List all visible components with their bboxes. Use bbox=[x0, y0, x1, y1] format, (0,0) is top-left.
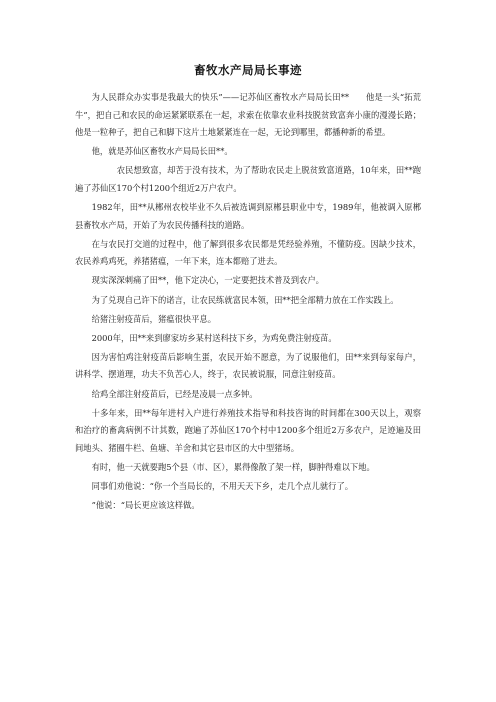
paragraph-15: ”他说：“局长更应该这样做。 bbox=[91, 500, 200, 511]
paragraph-6: 现实深深刺痛了田**，他下定决心，一定要把技术普及到农户。 bbox=[91, 275, 324, 286]
paragraph-10: 因为害怕鸡注射疫苗后影响生蛋，农民开始不愿意，为了说服他们，田**来到每家每户，讲科学、摆道理，功夫不负苦心人，终于，农民被说服，同意注射疫苗。 bbox=[75, 351, 421, 380]
document-title: 畜牧水产局局长事迹 bbox=[194, 63, 302, 77]
paragraph-12: 十多年来，田**每年进村入户进行养殖技术指导和科技咨询的时间都在300天以上，观察和治疗的畜禽病例不计其数，跑遍了苏仙区170个村中1200多个组近2万多农户，足迹遍及田间地头、猪圈牛栏、鱼塘、羊舍和其它县市区的大中型猪场。 bbox=[75, 407, 421, 453]
paragraph-13: 有时，他一天就要跑5个县（市、区），累得像散了架一样，脚肿得难以下地。 bbox=[91, 461, 375, 472]
paragraph-11: 给鸡全部注射疫苗后，已经是凌晨一点多钟。 bbox=[91, 388, 258, 399]
document-page bbox=[75, 62, 421, 516]
paragraph-1: 为人民群众办实事是我最大的快乐”——记苏仙区畜牧水产局局长田** 他是一头“拓荒牛”，把自己和农民的命运紧紧联系在一起，求索在依靠农业科技脱贫致富奔小康的漫漫长路；他是一粒种子，把自己和脚下这片土地紧紧连在一起，无论到哪里，都播种新的希望。 bbox=[75, 92, 421, 138]
paragraph-2: 他，就是苏仙区畜牧水产局局长田**。 bbox=[91, 146, 233, 157]
paragraph-7: 为了兑现自己许下的诺言，让农民练就富民本领，田**把全部精力放在工作实践上。 bbox=[91, 294, 399, 305]
paragraph-4: 1982年，田**从郴州农校毕业不久后被选调到原郴县职业中专，1989年，他被调入原郴县畜牧水产局，开始了为农民传播科技的道路。 bbox=[75, 202, 421, 230]
paragraph-14: 同事们劝他说：“你一个当局长的，不用天天下乡，走几个点儿就行了。 bbox=[91, 480, 354, 491]
paragraph-8: 给猪注射疫苗后，猪瘟很快平息。 bbox=[91, 313, 217, 324]
paragraph-3: 农民想致富，却苦于没有技术，为了帮助农民走上脱贫致富道路，10年来，田**跑遍了苏仙区170个村1200个组近2万户农户。 bbox=[75, 165, 421, 193]
paragraph-9: 2000年，田**来到廖家坊乡某村送科技下乡，为鸡免费注射疫苗。 bbox=[91, 332, 337, 343]
paragraph-5: 在与农民打交道的过程中，他了解到很多农民都是凭经验养殖，不懂防疫。因缺少技术，农民养鸡鸡死，养猪猪瘟，一年下来，连本都赔了进去。 bbox=[75, 238, 421, 267]
